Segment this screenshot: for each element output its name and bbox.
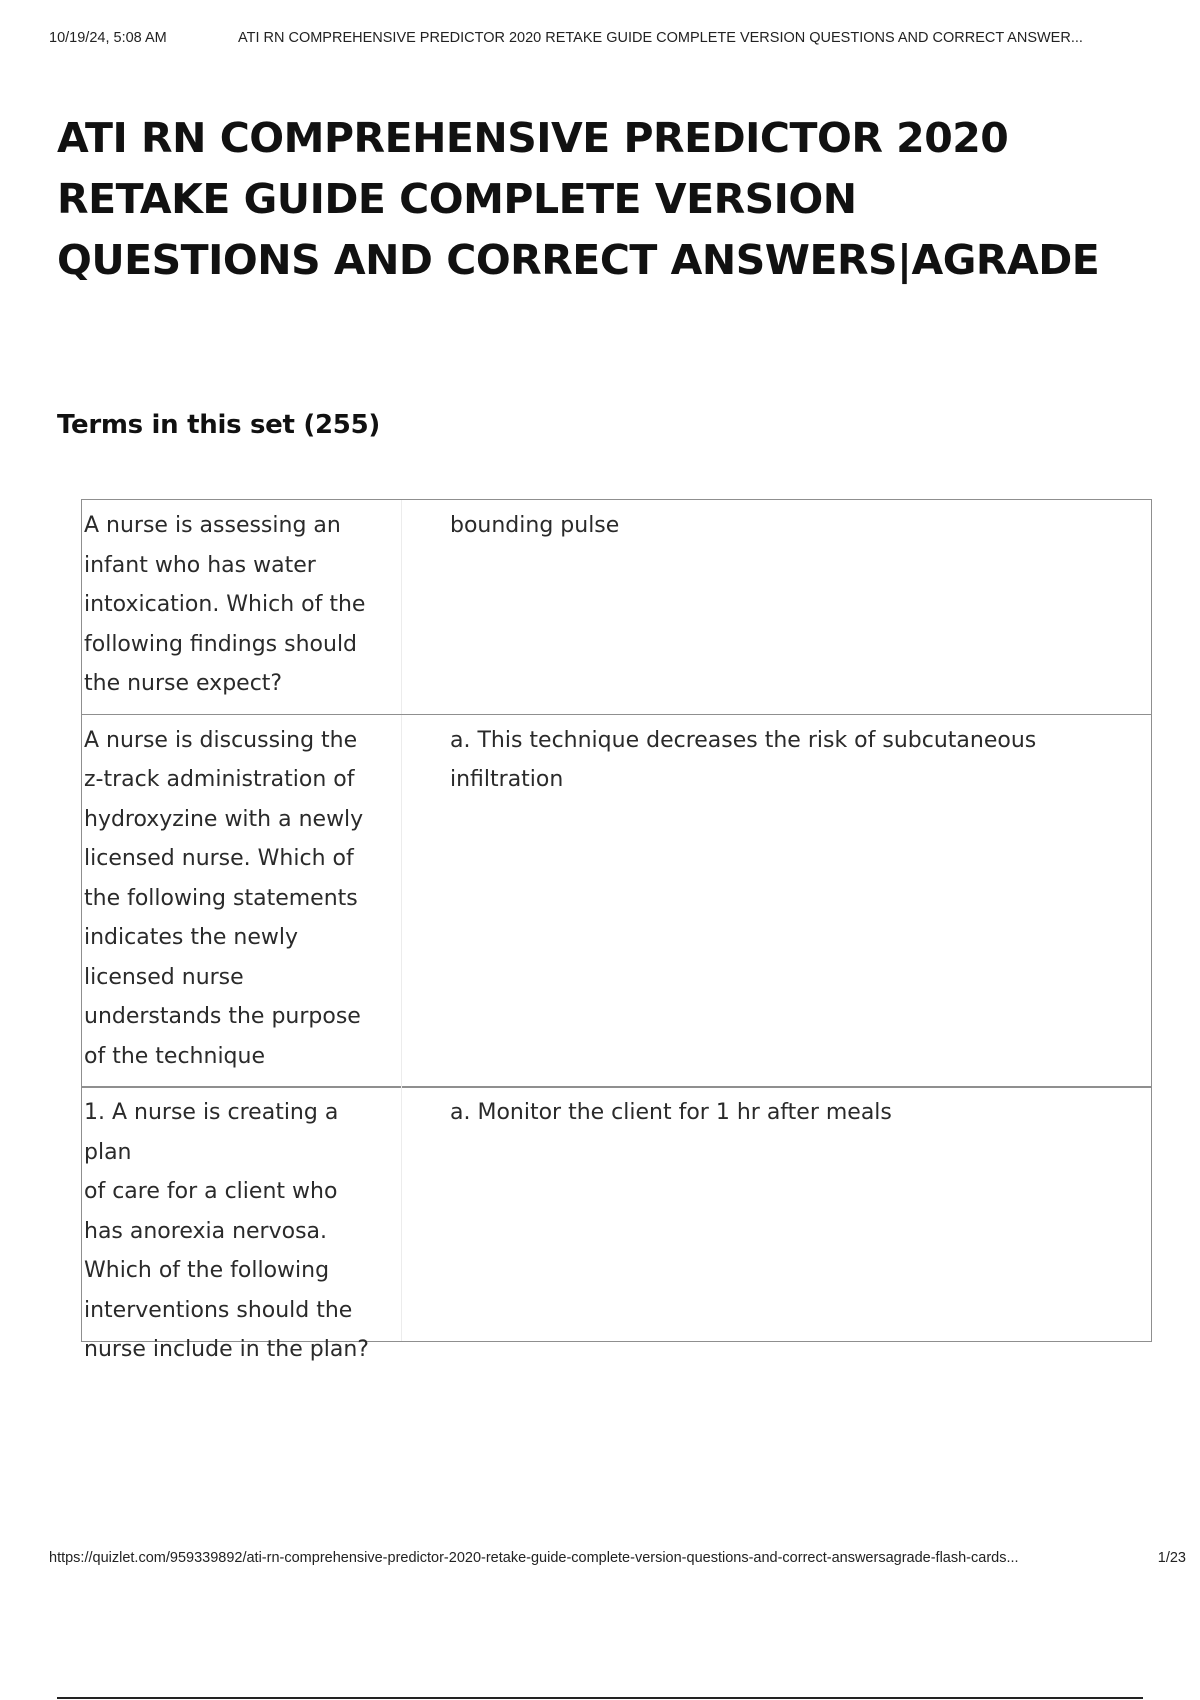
term-line: licensed nurse (84, 964, 244, 990)
term-line: z-track administration of (84, 767, 355, 792)
term-line: following findings should (84, 631, 358, 657)
bottom-divider (57, 1697, 1143, 1699)
flashcard-term (82, 500, 402, 714)
flashcard (81, 714, 1152, 1088)
term-line: of the technique (84, 1043, 265, 1069)
term-line: interventions should the (84, 1297, 353, 1323)
definition-line: a. This technique decreases the risk of subcutaneous (450, 727, 1037, 753)
page-title-line: RETAKE GUIDE COMPLETE VERSION (57, 175, 857, 223)
term-line: A nurse is assessing an (84, 513, 341, 538)
term-line: A nurse is discussing the (84, 727, 358, 753)
term-line: infant who has water (84, 552, 316, 578)
term-line: 1. A nurse is creating a plan (84, 1100, 339, 1165)
page-title (57, 108, 1177, 291)
flashcard-definition (402, 715, 1151, 1087)
page-title-line: QUESTIONS AND CORRECT ANSWERS|AGRADE (57, 236, 1100, 284)
flashcard (81, 1086, 1152, 1362)
definition-line: a. Monitor the client for 1 hr after meals (450, 1100, 892, 1125)
flashcard-definition (402, 500, 1151, 714)
term-line: of care for a client who (84, 1179, 338, 1204)
definition-line: bounding pulse (450, 513, 620, 538)
page-title-line: ATI RN COMPREHENSIVE PREDICTOR 2020 (57, 114, 1009, 162)
term-line: intoxication. Which of the (84, 592, 366, 617)
term-line: licensed nurse. Which of (84, 846, 354, 871)
print-header (49, 30, 1182, 50)
term-line: the nurse expect? (84, 671, 283, 696)
print-document-title: ATI RN COMPREHENSIVE PREDICTOR 2020 RETAKE GUIDE COMPLETE VERSION QUESTIONS AND CORRECT ANSWER... (238, 30, 1083, 46)
term-line: the following statements (84, 885, 358, 911)
definition-line: infiltration (450, 767, 564, 792)
flashcard-definition (402, 1087, 1151, 1341)
terms-count-heading: Terms in this set (255) (57, 410, 380, 440)
print-footer (49, 1550, 1186, 1570)
flashcard (81, 499, 1152, 715)
term-line: hydroxyzine with a newly (84, 806, 364, 832)
term-line: has anorexia nervosa. (84, 1218, 328, 1244)
term-line: nurse include in the plan? (84, 1337, 369, 1362)
term-line: Which of the following (84, 1258, 330, 1283)
flashcard-term (82, 715, 402, 1087)
flashcard-term (82, 1087, 402, 1362)
page-number: 1/23 (1157, 1550, 1186, 1566)
page-url: https://quizlet.com/959339892/ati-rn-comprehensive-predictor-2020-retake-guide-complete-version-questions-and-correct-answersagrade-flash-cards... (49, 1550, 1019, 1566)
flashcard-list (81, 499, 1152, 1362)
term-line: understands the purpose (84, 1004, 361, 1029)
print-datetime: 10/19/24, 5:08 AM (49, 30, 167, 46)
term-line: indicates the newly (84, 925, 299, 950)
